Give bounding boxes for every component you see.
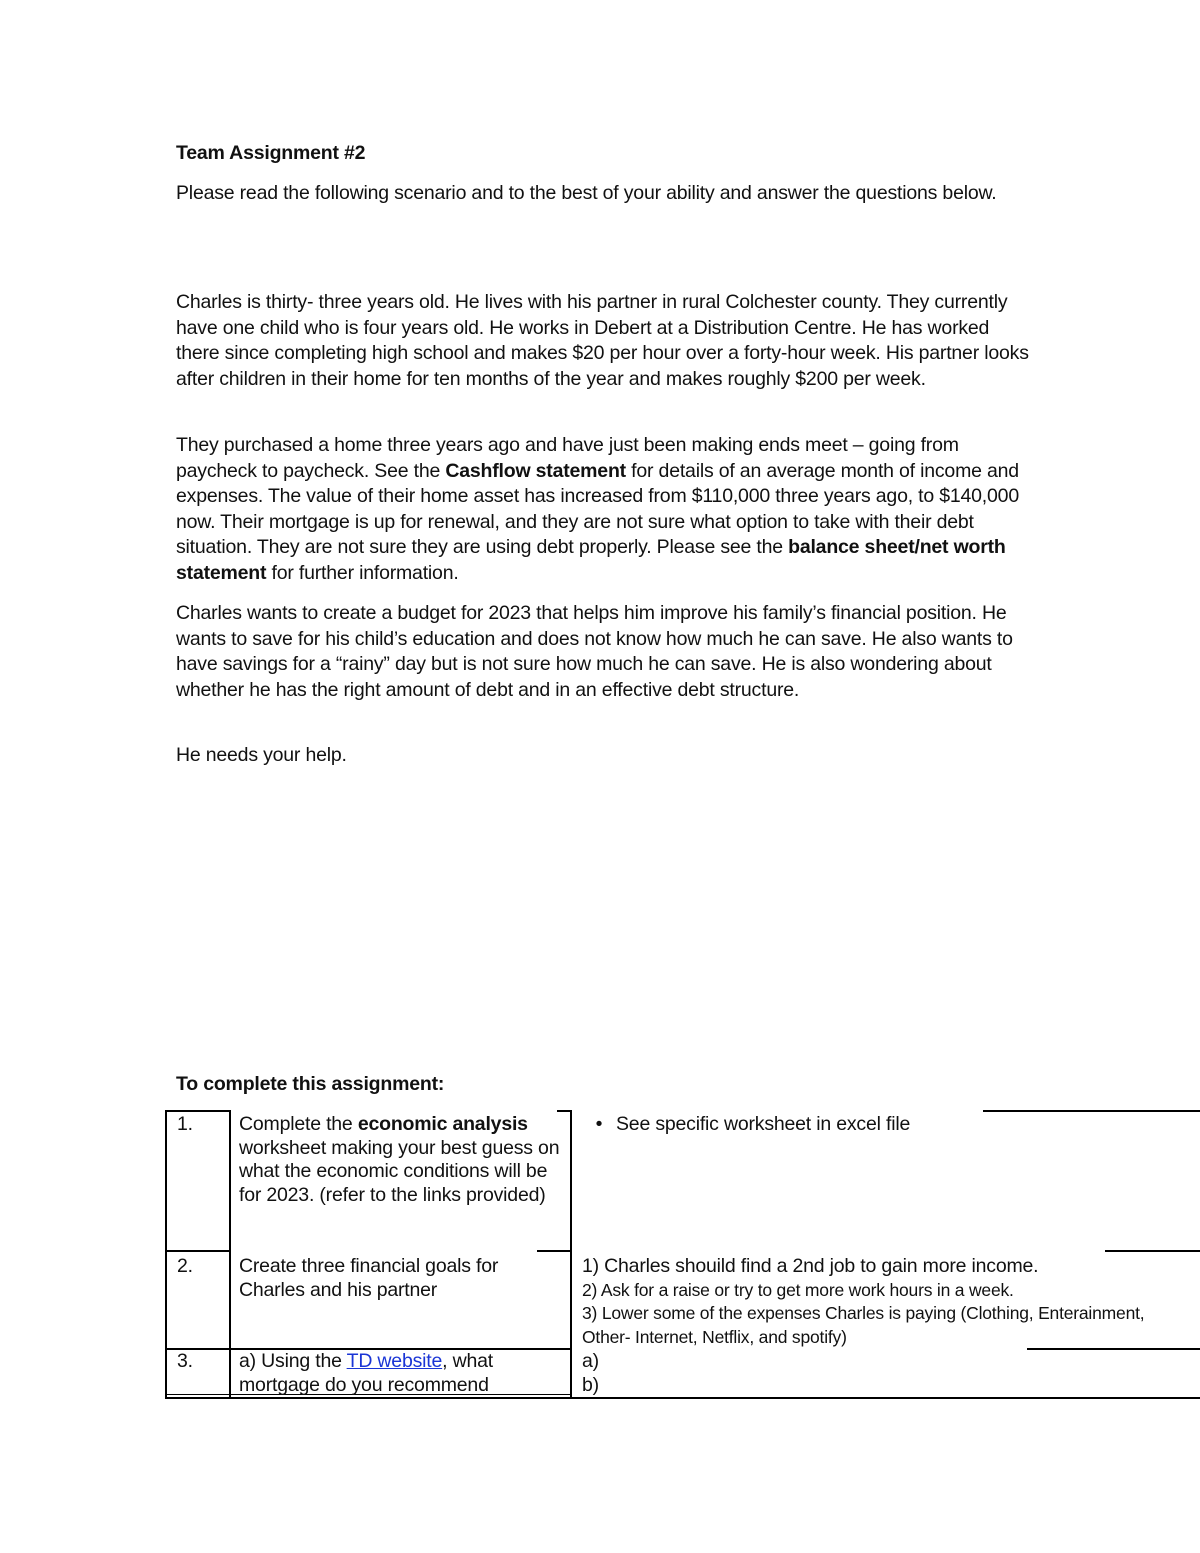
document-title: Team Assignment #2 [176,142,366,164]
row-2-border-left [165,1250,231,1252]
task-3-number: 3. [177,1350,193,1372]
answer-b-label: b) [582,1373,599,1396]
task-3-text-end: , what mortgage do you recommend [239,1350,493,1396]
scenario-paragraph-4: He needs your help. [176,744,347,766]
scenario-paragraph-1: Charles is thirty- three years old. He lives with his partner in rural Colchester county. They currently have one child who is four years old. He works in Debert at a Distribution Centre. He has worked there since completing high school and makes $20 per hour over a forty-hour week. His partner looks after children in their home for ten months of the year and makes roughly $200 per week. [176,291,1029,390]
cashflow-statement-reference: Cashflow statement [445,459,626,482]
scenario-paragraph-2 [176,433,1036,587]
row-2-border-middle [537,1250,572,1252]
paragraph-2-text-end: for further information. [266,561,459,584]
intro-paragraph: Please read the following scenario and to the best of your ability and answer the questions below. [176,182,997,204]
goal-3-text: 3) Lower some of the expenses Charles is paying (Clothing, Enterainment, Other- Internet, Netflix, and spotify) [582,1303,1145,1347]
assignment-table [165,1110,1200,1400]
economic-analysis-reference: economic analysis [357,1113,528,1135]
goal-2-text: 2) Ask for a raise or try to get more work hours in a week. [582,1279,1014,1300]
goal-1-text: 1) Charles shouild find a 2nd job to gain more income. [582,1255,1039,1277]
task-3-description [239,1350,569,1397]
task-1-description [239,1113,569,1207]
bullet-icon: • [595,1113,603,1135]
balance-sheet-reference: balance sheet/net worth statement [176,536,1006,584]
scenario-paragraph-3: Charles wants to create a budget for 2023 that helps him improve his family’s financial position. He wants to save for his child’s education and does not know how much he can save. He also wants to have savings for a “rainy” day but is not sure how much he can save. He is also wondering about whether he has the right amount of debt and in an effective debt structure. [176,602,1013,701]
task-1-number: 1. [177,1113,193,1135]
table-bottom-border [165,1397,1200,1399]
table-top-border-right [983,1110,1200,1112]
task-1-answer-text: See specific worksheet in excel file [616,1113,911,1135]
number-column-divider [229,1110,231,1399]
task-2-number: 2. [177,1255,193,1277]
task-column-divider [570,1110,572,1399]
task-2-answer [582,1255,1192,1349]
answer-a-label: a) [582,1350,599,1372]
row-2-border-right [1105,1250,1200,1252]
paragraph-2-text-middle: for details of an average month of income and expenses. The value of their home asset has increased from $110,000 three years ago, to $140,000 now. Their mortgage is up for renewal, and they are not sure what option to take with their debt situation. They are not sure they are using debt properly. Please see the [176,459,1019,559]
task-3-answer [582,1350,1192,1397]
task-2-description: Create three financial goals for Charles and his partner [239,1255,499,1301]
task-1-answer [582,1113,1192,1137]
paragraph-2-text-start: They purchased a home three years ago and have just been making ends meet – going from paycheck to paycheck. See the [176,434,959,482]
task-1-text-start: Complete the [239,1113,358,1135]
task-1-text-end: worksheet making your best guess on what the economic conditions will be for 2023. (refer to the links provided) [239,1136,560,1206]
table-top-border-left [165,1110,231,1112]
task-3-text-start: a) Using the [239,1350,347,1372]
table-left-border [165,1110,167,1399]
td-website-link[interactable]: TD website [346,1350,443,1372]
assignment-heading: To complete this assignment: [176,1073,445,1095]
